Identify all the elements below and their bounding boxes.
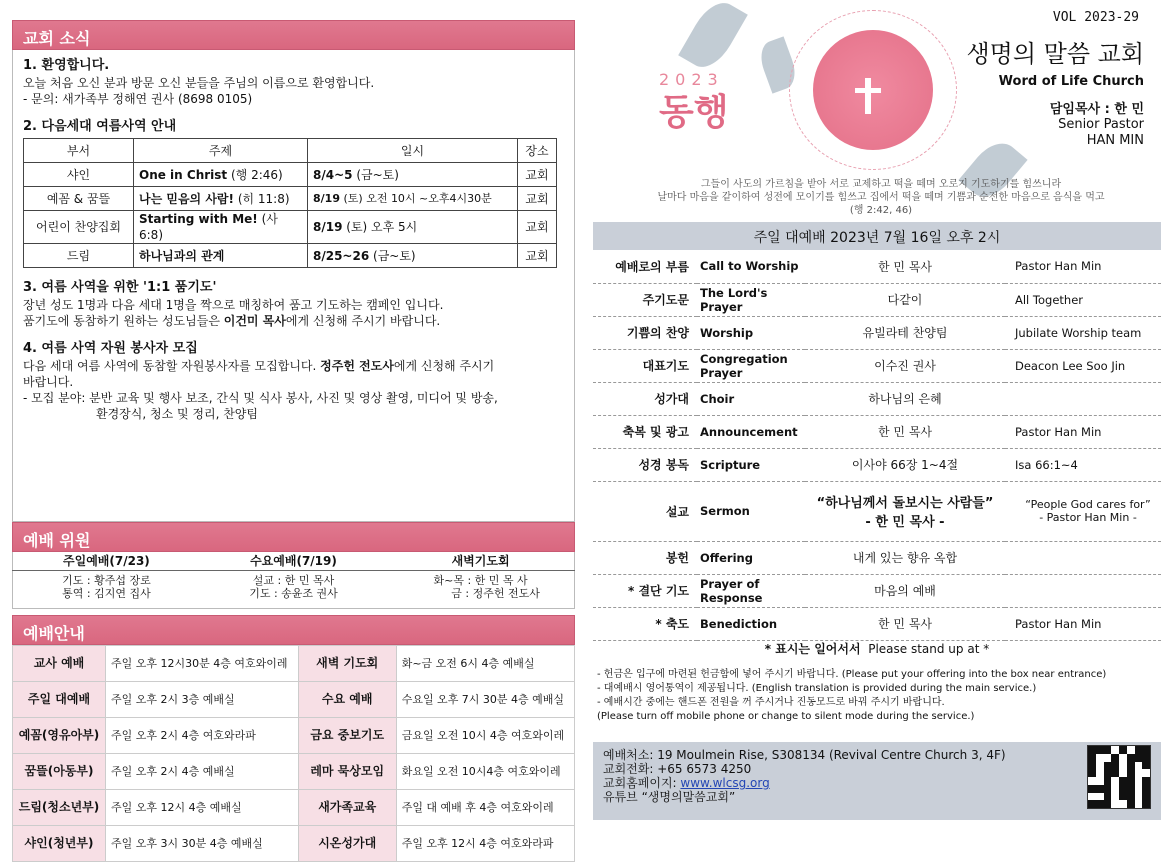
bible-verse: 그들이 사도의 가르침을 받아 서로 교제하고 떡을 떼며 오로지 기도하기를 힘쓰니라 날마다 마음을 같이하여 성전에 모이기를 힘쓰고 집에서 떡을 떼며 기쁨과 순전한 마음으로 음식을 먹고 (행 2:42, 46) [657,179,1105,216]
guide-value: 금요일 오전 10시 4층 여호와이레 [396,717,574,753]
guide-label: 드림(청소년부) [13,789,106,825]
workers-header: 예배 위원 [12,522,575,552]
table-cell: 교회 [518,244,557,268]
table-header: 부서 [24,139,134,163]
table-row [13,681,575,717]
table-cell: 8/19 (토) 오전 10시 ~오후4시30분 [308,187,518,211]
guide-value: 주일 오후 2시 4층 예배실 [106,753,299,789]
year-label: 2023 [659,70,724,89]
service-row: 대표기도 Congregation Prayer 이수진 권사 Deacon Lee Soo Jin [593,349,1161,382]
worker-col-header: 주일예배(7/23) [13,552,200,570]
guide-label: 꿈뜰(아동부) [13,753,106,789]
theme-title: 동행 [659,92,729,133]
table-cell: 하나님과의 관계 [134,244,308,268]
table-row [24,187,557,211]
table-row [24,163,557,187]
guide-value: 주일 오후 3시 30분 4층 예배실 [106,825,299,861]
guide-label: 레마 묵상모임 [298,753,396,789]
news-4-line: - 모집 분야: 분반 교육 및 행사 보조, 간식 및 식사 봉사, 사진 및 영상 촬영, 미디어 및 방송, [23,391,498,405]
table-cell: Starting with Me! (사 6:8) [134,211,308,244]
guide-label: 시온성가대 [298,825,396,861]
news-4-line: 다음 세대 여름 사역에 동참할 자원봉사자를 모집합니다. 정주헌 전도사에게 신청해 주시기 [23,359,495,373]
guide-value: 화요일 오전 10시4층 여호와이레 [396,753,574,789]
church-name-ko: 생명의 말씀 교회 [966,40,1144,68]
guide-label: 교사 예배 [13,645,106,681]
worker-cell: 기도 : 황주섭 장로 통역 : 김지연 집사 [62,573,151,600]
news-2-heading: 2. 다음세대 여름사역 안내 [23,119,177,134]
phone: 교회전화: +65 6573 4250 [603,762,752,776]
guide-label: 주일 대예배 [13,681,106,717]
guide-label: 샤인(청년부) [13,825,106,861]
table-row [13,825,575,861]
summer-schedule-table [23,138,557,268]
table-cell: 8/19 (토) 오후 5시 [308,211,518,244]
table-cell: 예꼼 & 꿈뜰 [24,187,134,211]
table-cell: 드림 [24,244,134,268]
news-4-heading: 4. 여름 사역 자원 봉사자 모집 [23,341,198,356]
service-row: * 결단 기도 Prayer of Response 마음의 예배 [593,574,1161,607]
pastor-en: Senior Pastor HAN MIN [1058,117,1144,148]
cross-icon [855,88,881,93]
guide-value: 주일 오후 2시 3층 예배실 [106,681,299,717]
youtube: 유튜브 “생명의말씀교회” [603,790,736,804]
table-row [13,789,575,825]
table-cell: One in Christ (행 2:46) [134,163,308,187]
table-cell: 교회 [518,187,557,211]
service-row: 축복 및 광고 Announcement 한 민 목사 Pastor Han Min [593,415,1161,448]
news-3-line: 품기도에 동참하기 원하는 성도님들은 이건미 목사에게 신청해 주시기 바랍니다. [23,314,441,328]
worker-col-header: 수요예배(7/19) [200,552,387,570]
website: 교회홈페이지: www.wlcsg.org [603,776,770,790]
service-row: 주기도문 The Lord's Prayer 다같이 All Together [593,283,1161,316]
table-cell: 샤인 [24,163,134,187]
news-section [12,50,575,522]
service-row: 성가대 Choir 하나님의 은혜 [593,382,1161,415]
guide-label: 새가족교육 [298,789,396,825]
guide-label: 수요 예배 [298,681,396,717]
pastor-ko: 담임목사 : 한 민 [1049,102,1144,117]
guide-value: 주일 오후 2시 4층 여호와라파 [106,717,299,753]
table-header: 주제 [134,139,308,163]
news-header: 교회 소식 [12,20,575,50]
leaf-decoration [678,0,748,75]
guide-value: 주일 오후 12시 4층 예배실 [106,789,299,825]
qr-code-icon [1087,745,1151,809]
table-header: 일시 [308,139,518,163]
table-row [24,211,557,244]
table-cell: 나는 믿음의 사람! (히 11:8) [134,187,308,211]
volume-number: VOL 2023-29 [1052,10,1139,25]
table-cell: 교회 [518,163,557,187]
guide-label: 금요 중보기도 [298,717,396,753]
guide-label: 예꼼(영유아부) [13,717,106,753]
service-title: 주일 대예배 2023년 7월 16일 오후 2시 [593,222,1161,250]
table-header: 장소 [518,139,557,163]
table-cell: 교회 [518,211,557,244]
news-4-line: 환경장식, 청소 및 정리, 찬양팀 [96,407,258,421]
website-link[interactable]: www.wlcsg.org [680,776,770,790]
worker-cell: 화~목 : 한 민 목 사 금 : 정주헌 전도사 [433,573,540,600]
service-row: * 축도 Benediction 한 민 목사 Pastor Han Min [593,607,1161,640]
service-row: 예배로의 부름 Call to Worship 한 민 목사 Pastor Han Min [593,250,1161,283]
worker-cell: 설교 : 한 민 목사 기도 : 송윤조 권사 [249,573,338,600]
guide-value: 화~금 오전 6시 4층 예배실 [396,645,574,681]
table-row [24,244,557,268]
news-4-line: 바랍니다. [23,375,74,389]
news-1-line: 오늘 처음 오신 분과 방문 오신 분들을 주님의 이름으로 환영합니다. [23,76,375,90]
news-1-heading: 1. 환영합니다. [23,58,110,73]
news-3-line: 장년 성도 1명과 다음 세대 1명을 짝으로 매칭하여 품고 기도하는 캠페인 입니다. [23,298,444,312]
guide-value: 수요일 오후 7시 30분 4층 예배실 [396,681,574,717]
news-1-contact: - 문의: 새가족부 정해연 권사 (8698 0105) [23,92,253,106]
guide-value: 주일 대 예배 후 4층 여호와이레 [396,789,574,825]
table-cell: 8/25~26 (금~토) [308,244,518,268]
service-row: 성경 봉독 Scripture 이사야 66장 1~4절 Isa 66:1~4 [593,448,1161,481]
guide-value: 주일 오후 12시30분 4층 여호와이레 [106,645,299,681]
worker-col-header: 새벽기도회 [387,552,574,570]
table-row [13,645,575,681]
notes: - 헌금은 입구에 마련된 헌금함에 넣어 주시기 바랍니다. (Please put your offering into the box near entrance) - 대예배시 영어통역이 제공됩니다. (English translation is provided during the main service.) - 예배시간 중에는 핸드폰 전원을 꺼 주시거나 진동모드로 바꿔 주시기 바랍니다. (Please turn off mobile phone or change to silent mode during the service.) [597,669,1107,722]
address: 예배처소: 19 Moulmein Rise, S308134 (Revival Centre Church 3, 4F) [603,748,1006,762]
news-3-heading: 3. 여름 사역을 위한 '1:1 품기도' [23,280,217,295]
service-row: 봉헌 Offering 내게 있는 향유 옥합 [593,541,1161,574]
table-cell: 8/4~5 (금~토) [308,163,518,187]
footer [593,742,1161,820]
guide-header: 예배안내 [12,615,575,645]
guide-label: 새벽 기도회 [298,645,396,681]
stand-notice: * 표시는 일어서서 Please stand up at * [764,642,990,656]
order-of-service [593,250,1161,641]
service-row: 기쁨의 찬양 Worship 유빌라테 찬양팀 Jubilate Worship team [593,316,1161,349]
guide-table [12,645,575,862]
table-row [13,753,575,789]
workers-table [12,552,575,609]
guide-value: 주일 오후 12시 4층 여호와라파 [396,825,574,861]
church-name-en: Word of Life Church [998,74,1144,89]
service-row: 설교 Sermon “하나님께서 돌보시는 사람들” - 한 민 목사 - “People God cares for” - Pastor Han Min - [593,481,1161,541]
table-cell: 어린이 찬양집회 [24,211,134,244]
table-row [13,717,575,753]
cross-icon [865,78,871,114]
